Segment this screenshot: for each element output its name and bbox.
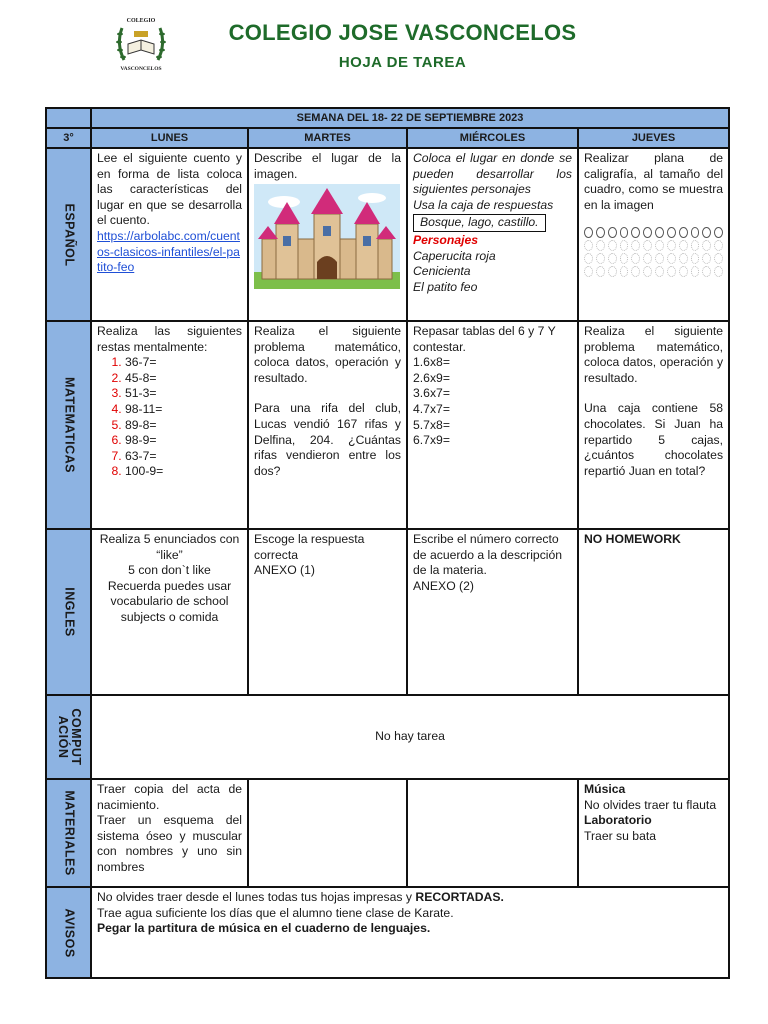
list-item: 2.6x9=	[413, 370, 450, 385]
matematicas-jueves-intro: Realiza el siguiente problema matemático, coloca datos, operación y resultado.	[584, 324, 724, 385]
ingles-lunes-line: Recuerda puedes usar vocabulario de school subjects o comida	[107, 578, 232, 624]
list-item: 1.6x8=	[413, 355, 450, 370]
matematicas-martes-problem: Para una rifa del club, Lucas vendió 167 rifas y Delfina, 204. ¿Cuántas rifas vendieron entre los dos?	[254, 401, 401, 478]
answer-box: Bosque, lago, castillo.	[413, 214, 546, 232]
subject-materiales: MATERIALES	[46, 779, 91, 887]
espanol-jueves-text: Realizar plana de caligrafía, al tamaño del cuadro, como se muestra en la imagen	[584, 151, 724, 212]
ingles-lunes	[91, 529, 248, 695]
computacion-content: No hay tarea	[91, 695, 729, 779]
school-name: COLEGIO JOSE VASCONCELOS	[228, 20, 577, 45]
day-header-lunes: LUNES	[91, 128, 248, 148]
subtraction-list	[97, 355, 242, 480]
ingles-miercoles	[407, 529, 578, 695]
subject-espanol: ESPAÑOL	[46, 148, 91, 321]
personaje-item: El patito feo	[413, 279, 478, 294]
ingles-jueves: NO HOMEWORK	[578, 529, 729, 695]
matematicas-lunes	[91, 321, 248, 529]
matematicas-martes-intro: Realiza el siguiente problema matemático, coloca datos, operación y resultado.	[254, 324, 401, 385]
subject-computacion: COMPUT ACIÓN	[46, 695, 91, 779]
ingles-miercoles-line: ANEXO (2)	[413, 578, 474, 593]
list-item: 6. 98-9=	[125, 433, 242, 449]
espanol-lunes	[91, 148, 248, 321]
day-header-jueves: JUEVES	[578, 128, 729, 148]
espanol-jueves	[578, 148, 729, 321]
ingles-martes-line: ANEXO (1)	[254, 563, 315, 578]
ingles-lunes-line: 5 con don`t like	[128, 563, 211, 578]
personajes-label: Personajes	[413, 232, 479, 247]
aviso-line: Trae agua suficiente los días que el alumno tiene clase de Karate.	[97, 905, 454, 920]
espanol-lunes-text: Lee el siguiente cuento y en forma de lista coloca las características del lugar en que se desarrolla el cuento.	[97, 151, 242, 228]
matematicas-miercoles-intro: Repasar tablas del 6 y 7 Y contestar.	[413, 324, 556, 354]
page-header	[0, 0, 768, 100]
matematicas-martes	[248, 321, 407, 529]
musica-text: No olvides traer tu flauta	[584, 797, 717, 812]
materiales-lunes-line: Traer copia del acta de nacimiento.	[97, 782, 242, 812]
story-link[interactable]: https://arbolabc.com/cuentos-clasicos-infantiles/el-patito-feo	[97, 228, 240, 275]
ingles-martes	[248, 529, 407, 695]
aviso-line: Pegar la partitura de música en el cuaderno de lenguajes.	[97, 921, 431, 936]
espanol-martes	[248, 148, 407, 321]
list-item: 6.7x9=	[413, 433, 450, 448]
homework-table	[45, 107, 730, 979]
list-item: 8. 100-9=	[125, 464, 242, 480]
list-item: 4.7x7=	[413, 401, 450, 416]
matematicas-miercoles	[407, 321, 578, 529]
subject-ingles: INGLES	[46, 529, 91, 695]
avisos-content	[91, 887, 729, 978]
corner-cell	[46, 108, 91, 128]
materiales-lunes	[91, 779, 248, 887]
svg-text:COLEGIO: COLEGIO	[126, 18, 156, 24]
svg-text:VASCONCELOS: VASCONCELOS	[120, 66, 162, 72]
calligraphy-image	[584, 227, 723, 277]
school-logo	[110, 14, 172, 76]
espanol-miercoles	[407, 148, 578, 321]
aviso-line: No olvides traer desde el lunes todas tus hojas impresas y RECORTADAS.	[97, 890, 504, 904]
matematicas-jueves	[578, 321, 729, 529]
castle-image	[254, 184, 400, 289]
matematicas-jueves-problem: Una caja contiene 58 chocolates. Si Juan ha repartido 5 cajas, ¿cuántos chocolates repartió Juan en total?	[584, 401, 724, 478]
week-header: SEMANA DEL 18- 22 DE SEPTIEMBRE 2023	[91, 108, 729, 128]
list-item: 1. 36-7=	[125, 355, 242, 371]
subject-matematicas: MATEMATICAS	[46, 321, 91, 529]
list-item: 2. 45-8=	[125, 371, 242, 387]
list-item: 4. 98-11=	[125, 402, 242, 418]
list-item: 7. 63-7=	[125, 449, 242, 465]
materiales-miercoles	[407, 779, 578, 887]
materiales-martes	[248, 779, 407, 887]
espanol-martes-text: Describe el lugar de la imagen.	[254, 151, 401, 181]
materiales-jueves	[578, 779, 729, 887]
ingles-martes-line: Escoge la respuesta correcta	[254, 532, 365, 562]
materiales-lunes-line: Traer un esquema del sistema óseo y muscular con nombres y uno sin nombres	[97, 813, 242, 874]
ingles-miercoles-line: Escribe el número correcto de acuerdo a la descripción de la materia.	[413, 532, 563, 578]
list-item: 3.6x7=	[413, 386, 450, 401]
list-item: 5.7x8=	[413, 417, 450, 432]
espanol-miercoles-line1: Coloca el lugar en donde se pueden desarrollar los siguientes personajes	[413, 151, 572, 197]
espanol-miercoles-line2: Usa la caja de respuestas	[413, 197, 554, 212]
sheet-title: HOJA DE TAREA	[338, 54, 467, 71]
grade-label: 3°	[46, 128, 91, 148]
day-header-martes: MARTES	[248, 128, 407, 148]
personaje-item: Cenicienta	[413, 264, 471, 279]
musica-label: Música	[584, 782, 626, 796]
ingles-lunes-line: Realiza 5 enunciados con “like”	[99, 532, 240, 562]
laboratorio-label: Laboratorio	[584, 813, 652, 828]
list-item: 3. 51-3=	[125, 386, 242, 402]
day-header-miercoles: MIÉRCOLES	[407, 128, 578, 148]
subject-avisos: AVISOS	[46, 887, 91, 978]
laboratorio-text: Traer su bata	[584, 828, 657, 843]
list-item: 5. 89-8=	[125, 418, 242, 434]
personaje-item: Caperucita roja	[413, 248, 496, 263]
matematicas-lunes-intro: Realiza las siguientes restas mentalmente:	[97, 324, 242, 354]
